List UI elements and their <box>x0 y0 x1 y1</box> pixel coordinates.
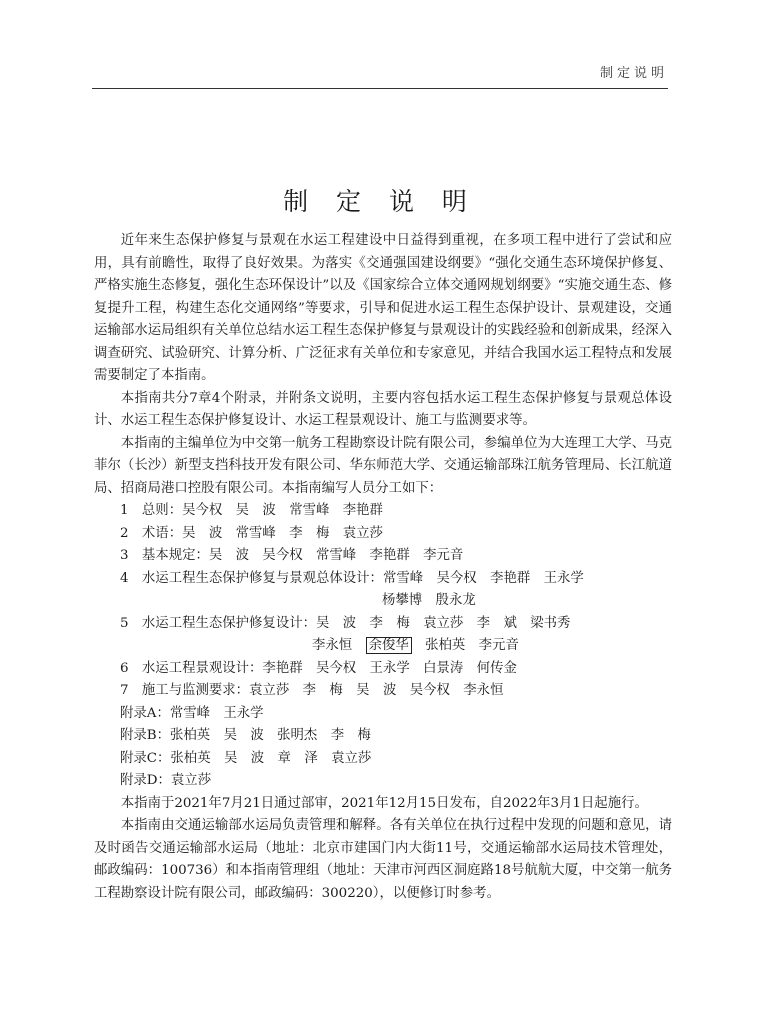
running-header: 制定说明 <box>599 66 668 81</box>
list-item: 4 水运工程生态保护修复与景观总体设计：常雪峰 吴今权 李艳群 王永学 <box>120 570 584 586</box>
list-item: 6 水运工程景观设计：李艳群 吴今权 王永学 白景涛 何传金 <box>120 660 517 676</box>
contact-paragraph: 本指南由交通运输部水运局负责管理和解释。各有关单位在执行过程中发现的问题和意见，请及时函告交通运输部水运局（地址：北京市建国门内大街11号，交通运输部水运局技术管理处，邮政编码：100736）和本指南管理组（地址：天津市河西区洞庭路18号航航大厦，中交第一航务工程勘察设计院有限公司，邮政编码：300220），以便修订时参考。 <box>94 818 672 901</box>
list-item: 2 术语：吴 波 常雪峰 李 梅 袁立莎 <box>120 525 383 541</box>
document-body <box>94 230 672 905</box>
editors-paragraph: 本指南的主编单位为中交第一航务工程勘察设计院有限公司，参编单位为大连理工大学、马克菲尔（长沙）新型支挡科技开发有限公司、华东师范大学、交通运输部珠江航务管理局、长江航道局、招商局港口控股有限公司。本指南编写人员分工如下： <box>94 435 672 496</box>
approval-paragraph: 本指南于2021年7月21日通过部审，2021年12月15日发布，自2022年3月1日起施行。 <box>120 795 648 811</box>
appendix-item: 附录D：袁立莎 <box>120 773 212 788</box>
list-item: 3 基本规定：吴 波 吴今权 常雪峰 李艳群 李元音 <box>120 548 464 563</box>
structure-paragraph: 本指南共分7章4个附录，并附条文说明，主要内容包括水运工程生态保护修复与景观总体设计、水运工程生态保护修复设计、水运工程景观设计、施工与监测要求等。 <box>94 390 672 428</box>
list-item: 5 水运工程生态保护修复设计：吴 波 李 梅 袁立莎 李 斌 梁书秀 <box>120 615 571 631</box>
header-rule <box>92 88 668 89</box>
appendix-item: 附录C：张柏英 吴 波 章 泽 袁立莎 <box>120 750 372 766</box>
page-title: 制 定 说 明 <box>283 187 477 216</box>
assignment-list <box>94 500 672 793</box>
appendix-item: 附录B：张柏英 吴 波 张明杰 李 梅 <box>120 728 371 743</box>
boxed-name: 余俊华 <box>366 637 412 654</box>
list-item-continuation <box>94 635 672 658</box>
list-item: 7 施工与监测要求：袁立莎 李 梅 吴 波 吴今权 李永恒 <box>120 683 504 698</box>
appendix-item: 附录A：常雪峰 王永学 <box>120 705 264 721</box>
name-text: 张柏英 李元音 <box>411 638 519 653</box>
name-text: 李永恒 <box>312 638 366 653</box>
list-item: 1 总则：吴今权 吴 波 常雪峰 李艳群 <box>120 503 383 518</box>
list-item-continuation: 杨攀博 殷永龙 <box>382 593 476 608</box>
intro-paragraph: 近年来生态保护修复与景观在水运工程建设中日益得到重视，在多项工程中进行了尝试和应用，具有前瞻性，取得了良好效果。为落实《交通强国建设纲要》“强化交通生态环境保护修复、严格实施生态修复，强化生态环保设计”以及《国家综合立体交通网规划纲要》“实施交通生态、修复提升工程，构建生态化交通网络”等要求，引导和促进水运工程生态保护设计、景观建设，交通运输部水运局组织有关单位总结水运工程生态保护修复与景观设计的实践经验和创新成果，经深入调查研究、试验研究、计算分析、广泛征求有关单位和专家意见，并结合我国水运工程特点和发展需要制定了本指南。 <box>94 233 672 383</box>
